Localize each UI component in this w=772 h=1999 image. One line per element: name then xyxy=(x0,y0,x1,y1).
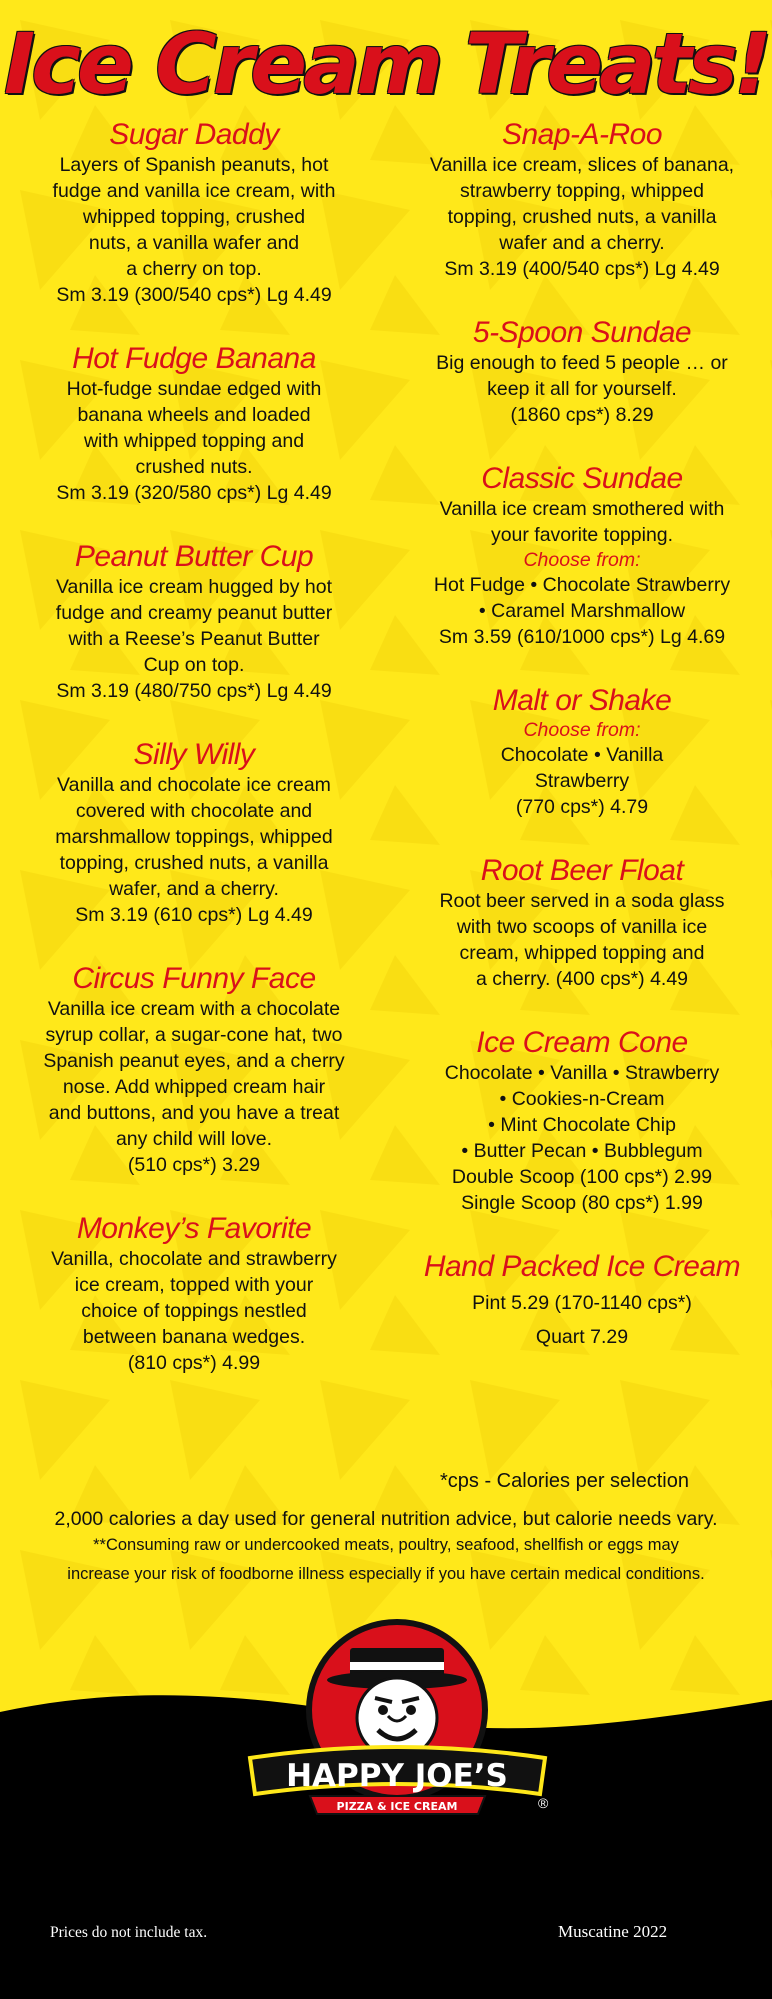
item-desc-line: with whipped topping and xyxy=(83,430,305,452)
item-desc-line: • Cookies-n-Cream xyxy=(499,1088,665,1110)
item-desc-line: cream, whipped topping and xyxy=(459,942,705,964)
menu-item-peanut-butter-cup xyxy=(14,540,374,704)
item-price: Sm 3.19 (400/540 cps*) Lg 4.49 xyxy=(444,258,720,280)
item-option-line: Chocolate • Vanilla xyxy=(500,744,664,766)
item-name: Snap-A-Roo xyxy=(501,118,663,151)
left-column xyxy=(14,118,374,1410)
item-name: Hand Packed Ice Cream xyxy=(423,1250,741,1283)
item-desc-line: Big enough to feed 5 people … or xyxy=(436,352,728,374)
item-desc-line: any child will love. xyxy=(115,1128,273,1150)
item-desc-line: Hot-fudge sundae edged with xyxy=(66,378,322,400)
item-desc-line: Quart 7.29 xyxy=(535,1326,629,1348)
item-desc-line: Spanish peanut eyes, and a cherry xyxy=(43,1050,345,1072)
item-desc-line: Single Scoop (80 cps*) 1.99 xyxy=(461,1192,703,1214)
item-name: Sugar Daddy xyxy=(109,118,279,151)
item-price: Sm 3.59 (610/1000 cps*) Lg 4.69 xyxy=(438,626,726,648)
item-desc-line: topping, crushed nuts, a vanilla xyxy=(447,206,717,228)
logo-name-text: HAPPY JOE’S xyxy=(286,1758,508,1794)
item-price: (1860 cps*) 8.29 xyxy=(510,404,654,426)
item-desc-line: Chocolate • Vanilla • Strawberry xyxy=(444,1062,720,1084)
item-desc-line: • Butter Pecan • Bubblegum xyxy=(461,1140,703,1162)
item-desc-line: syrup collar, a sugar-cone hat, two xyxy=(45,1024,343,1046)
item-desc-line: Cup on top. xyxy=(143,654,245,676)
menu-item-circus-funny-face xyxy=(14,962,374,1178)
item-desc-line: Vanilla, chocolate and strawberry xyxy=(51,1248,337,1270)
menu-item-silly-willy xyxy=(14,738,374,928)
item-desc-line: a cherry. (400 cps*) 4.49 xyxy=(475,968,689,990)
item-name: Silly Willy xyxy=(133,738,255,771)
item-name: Monkey’s Favorite xyxy=(76,1212,312,1245)
item-name: Circus Funny Face xyxy=(72,962,316,995)
item-price: (810 cps*) 4.99 xyxy=(127,1352,261,1374)
item-desc-line: fudge and vanilla ice cream, with xyxy=(52,180,336,202)
choose-from-label: Choose from: xyxy=(523,719,641,741)
item-price: (770 cps*) 4.79 xyxy=(515,796,649,818)
item-name: Hot Fudge Banana xyxy=(72,342,316,375)
item-option-line: • Caramel Marshmallow xyxy=(478,600,686,622)
tax-note: Prices do not include tax. xyxy=(50,1924,208,1941)
item-desc-line: a cherry on top. xyxy=(126,258,262,280)
item-desc-line: • Mint Chocolate Chip xyxy=(488,1114,676,1136)
item-price: Sm 3.19 (480/750 cps*) Lg 4.49 xyxy=(56,680,332,702)
item-option-line: Strawberry xyxy=(534,770,630,792)
calorie-advice-note: 2,000 calories a day used for general nutrition advice, but calorie needs vary. xyxy=(54,1508,718,1530)
item-desc-line: keep it all for yourself. xyxy=(487,378,677,400)
menu-item-sugar-daddy xyxy=(14,118,374,308)
menu-item-5-spoon-sundae xyxy=(402,316,762,428)
item-desc-line: topping, crushed nuts, a vanilla xyxy=(59,852,329,874)
item-desc-line: whipped topping, crushed xyxy=(82,206,306,228)
item-name: Classic Sundae xyxy=(481,462,683,495)
raw-food-warning-line-1: **Consuming raw or undercooked meats, poultry, seafood, shellfish or eggs may xyxy=(93,1536,679,1554)
cps-note: *cps - Calories per selection xyxy=(440,1470,689,1492)
menu-item-snap-a-roo xyxy=(402,118,762,282)
menu-item-monkeys-favorite xyxy=(14,1212,374,1376)
item-desc-line: Vanilla ice cream with a chocolate xyxy=(47,998,341,1020)
page-title: Ice Cream Treats! xyxy=(3,15,769,113)
item-price: Sm 3.19 (320/580 cps*) Lg 4.49 xyxy=(56,482,332,504)
menu-item-hot-fudge-banana xyxy=(14,342,374,506)
item-desc-line: strawberry topping, whipped xyxy=(460,180,704,202)
item-price: Sm 3.19 (300/540 cps*) Lg 4.49 xyxy=(56,284,332,306)
item-desc-line: with two scoops of vanilla ice xyxy=(456,916,708,938)
item-price: (510 cps*) 3.29 xyxy=(127,1154,261,1176)
item-desc-line: your favorite topping. xyxy=(490,524,674,546)
item-name: Root Beer Float xyxy=(480,854,684,887)
location-year: Muscatine 2022 xyxy=(558,1922,668,1941)
menu-item-hand-packed-ice-cream xyxy=(402,1250,762,1350)
item-desc-line: Vanilla ice cream smothered with xyxy=(439,498,725,520)
item-name: Malt or Shake xyxy=(492,684,672,717)
item-option-line: Hot Fudge • Chocolate Strawberry xyxy=(433,574,731,596)
menu-item-classic-sundae xyxy=(402,462,762,650)
item-desc-line: nose. Add whipped cream hair xyxy=(62,1076,326,1098)
logo-tagline-text: PIZZA & ICE CREAM xyxy=(336,1800,458,1813)
item-desc-line: ice cream, topped with your xyxy=(74,1274,314,1296)
item-desc-line: crushed nuts. xyxy=(135,456,253,478)
item-desc-line: wafer, and a cherry. xyxy=(109,878,279,900)
item-desc-line: marshmallow toppings, whipped xyxy=(55,826,333,848)
item-desc-line: Vanilla and chocolate ice cream xyxy=(57,774,331,796)
item-price: Sm 3.19 (610 cps*) Lg 4.49 xyxy=(75,904,313,926)
raw-food-warning-line-2: increase your risk of foodborne illness especially if you have certain medical conditions. xyxy=(67,1565,705,1583)
item-desc-line: Layers of Spanish peanuts, hot xyxy=(59,154,329,176)
happy-joes-logo xyxy=(240,1618,555,1828)
item-desc-line: banana wheels and loaded xyxy=(77,404,311,426)
item-name: 5-Spoon Sundae xyxy=(472,316,692,349)
item-desc-line: Vanilla ice cream, slices of banana, xyxy=(429,154,735,176)
item-desc-line: Double Scoop (100 cps*) 2.99 xyxy=(451,1166,713,1188)
menu-item-malt-or-shake xyxy=(402,684,762,820)
menu-item-ice-cream-cone xyxy=(402,1026,762,1216)
item-desc-line: between banana wedges. xyxy=(82,1326,306,1348)
menu-item-root-beer-float xyxy=(402,854,762,992)
item-desc-line: choice of toppings nestled xyxy=(81,1300,307,1322)
item-desc-line: covered with chocolate and xyxy=(75,800,313,822)
item-desc-line: Vanilla ice cream hugged by hot xyxy=(55,576,333,598)
item-name: Ice Cream Cone xyxy=(476,1026,688,1059)
item-desc-line: wafer and a cherry. xyxy=(499,232,665,254)
registered-mark: ® xyxy=(538,1795,549,1811)
item-desc-line: Pint 5.29 (170-1140 cps*) xyxy=(472,1292,692,1314)
item-desc-line: and buttons, and you have a treat xyxy=(48,1102,340,1124)
item-desc-line: Root beer served in a soda glass xyxy=(439,890,725,912)
item-desc-line: nuts, a vanilla wafer and xyxy=(88,232,300,254)
right-column xyxy=(402,118,762,1384)
item-desc-line: fudge and creamy peanut butter xyxy=(55,602,333,624)
item-name: Peanut Butter Cup xyxy=(74,540,314,573)
choose-from-label: Choose from: xyxy=(523,549,641,571)
item-desc-line: with a Reese’s Peanut Butter xyxy=(68,628,320,650)
